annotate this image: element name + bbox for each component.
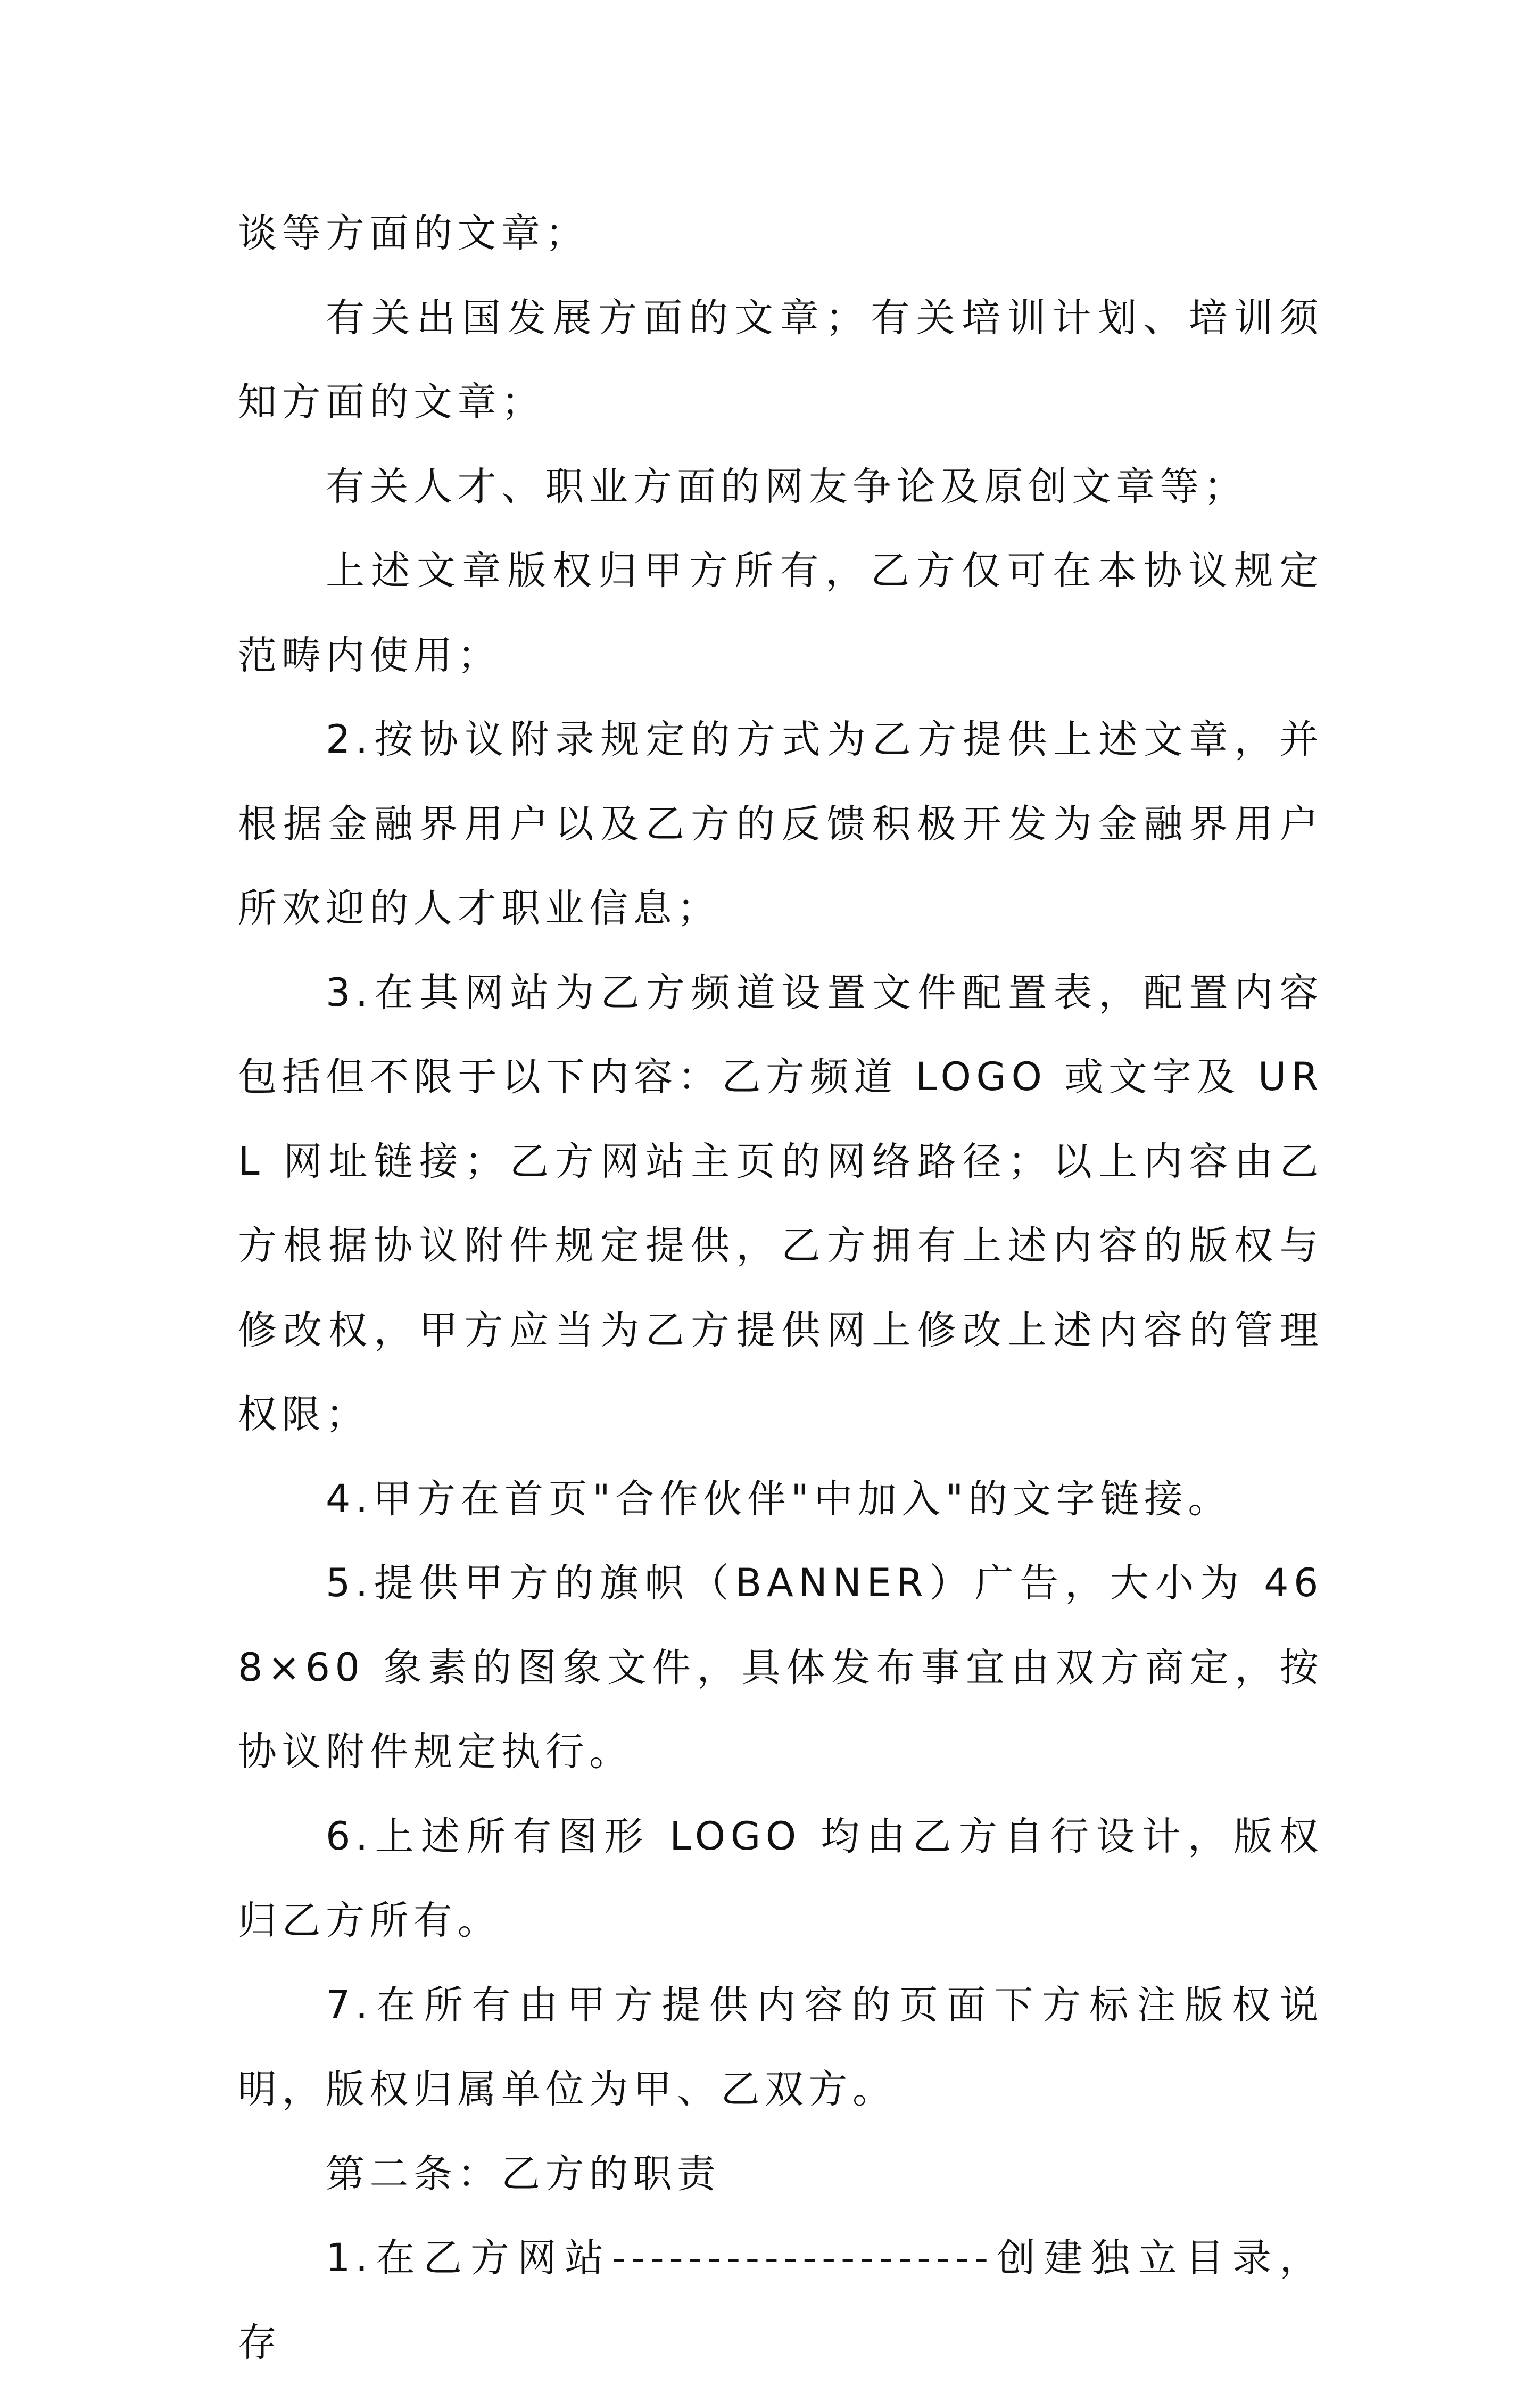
paragraph-article-2-clause-1: 1.在乙方网站--------------------创建独立目录，存	[238, 2235, 1323, 2365]
paragraph-talent-discussion: 有关人才、职业方面的网友争论及原创文章等；	[326, 464, 1248, 509]
paragraph-clause-2: 2.按协议附录规定的方式为乙方提供上述文章，并根据金融界用户以及乙方的反馈积极开发为金融界用户所欢迎的人才职业信息；	[238, 717, 1323, 931]
paragraph-clause-3: 3.在其网站为乙方频道设置文件配置表，配置内容包括但不限于以下内容：乙方频道 LOGO 或文字及 URL 网址链接；乙方网站主页的网络路径；以上内容由乙方根据协议附件规定提供，乙方拥有上述内容的版权与修改权，甲方应当为乙方提供网上修改上述内容的管理权限；	[238, 970, 1323, 1437]
paragraph-continuation: 谈等方面的文章；	[238, 211, 589, 256]
paragraph-overseas-training: 有关出国发展方面的文章；有关培训计划、培训须知方面的文章；	[238, 295, 1323, 425]
paragraph-clause-7: 7.在所有由甲方提供内容的页面下方标注版权说明，版权归属单位为甲、乙双方。	[238, 1982, 1323, 2112]
paragraph-copyright-scope: 上述文章版权归甲方所有，乙方仅可在本协议规定范畴内使用；	[238, 548, 1323, 678]
paragraph-clause-4: 4.甲方在首页"合作伙伴"中加入"的文字链接。	[326, 1476, 1232, 1522]
paragraph-clause-5: 5.提供甲方的旗帜（BANNER）广告，大小为 468×60 象素的图象文件，具体发布事宜由双方商定，按协议附件规定执行。	[238, 1561, 1323, 1775]
section-heading-article-2: 第二条：乙方的职责	[326, 2151, 721, 2197]
document-body	[238, 192, 1323, 2385]
paragraph-clause-6: 6.上述所有图形 LOGO 均由乙方自行设计，版权归乙方所有。	[238, 1813, 1323, 1943]
